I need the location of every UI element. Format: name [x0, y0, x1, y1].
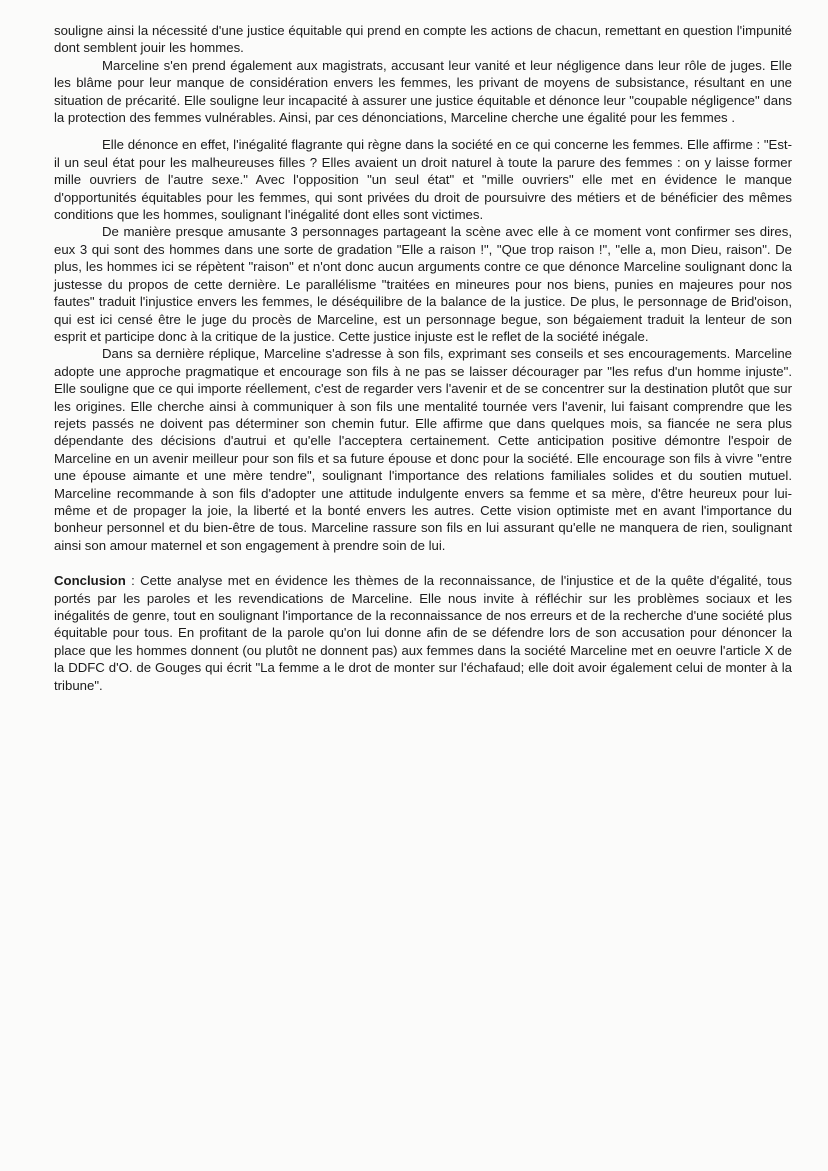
paragraph-derniere-replique: Dans sa dernière réplique, Marceline s'adresse à son fils, exprimant ses conseils et ses encouragements. Marceline adopte une approche pragmatique et encourage son fils à ne pas se laisser décourager par "les refus d'un homme injuste". Elle souligne que ce qui importe réellement, c'est de regarder vers l'avenir et de se concentrer sur la destination plutôt que sur les origines. Elle cherche ainsi à communiquer à son fils une mentalité tournée vers l'avenir, lui faisant comprendre que les rejets passés ne doivent pas déterminer son chemin futur. Elle affirme que dans quelques mois, sa fiancée ne sera plus dépendante des décisions d'autrui et qu'elle l'acceptera certainement. Cette anticipation positive démontre l'espoir de Marceline en un avenir meilleur pour son fils et sa future épouse et donc pour la société. Elle encourage son fils à vivre "entre une épouse aimante et une mère tendre", soulignant l'importance des relations familiales solides et du soutien mutuel. Marceline recommande à son fils d'adopter une attitude indulgente envers sa femme et sa mère, d'être heureux pour lui-même et de propager la joie, la liberté et la bonté envers les autres. Cette vision optimiste met en avant l'importance du bonheur personnel et du bien-être de tous. Marceline rassure son fils en lui assurant qu'elle ne manquera de rien, soulignant ainsi son amour maternel et son engagement à prendre soin de lui. — [54, 346, 792, 553]
conclusion-label: Conclusion — [54, 573, 126, 589]
paragraph-continuation: souligne ainsi la nécessité d'une justice équitable qui prend en compte les actions de chacun, remettant en question l'impunité dont semblent jouir les hommes. — [54, 23, 792, 56]
conclusion-text: : Cette analyse met en évidence les thèmes de la reconnaissance, de l'injustice et de la quête d'égalité, tous portés par les paroles et les revendications de Marceline. Elle nous invite à réfléchir sur les problèmes sociaux et les inégalités de genre, tout en soulignant l'importance de la reconnaissance de nos erreurs et de la recherche d'une société plus équitable pour tous. En profitant de la parole qu'on lui donne afin de se défendre lors de son accusation pour dénoncer la place que les hommes donnent (ou plutôt ne donnent pas) aux femmes dans la société Marceline met en oeuvre l'article X de la DDFC d'O. de Gouges qui écrit "La femme a le drot de monter sur l'échafaud; elle doit avoir également celui de monter à la tribune". — [54, 573, 792, 693]
paragraph-inegalite: Elle dénonce en effet, l'inégalité flagrante qui règne dans la société en ce qui concerne les femmes. Elle affirme : "Est-il un seul état pour les malheureuses filles ? Elles avaient un droit naturel à toute la parure des femmes : on y laisse former mille ouvriers de l'autre sexe." Avec l'opposition "un seul état" et "mille ouvriers" elle met en évidence le manque d'opportunités équitables pour les femmes, qui sont privées du droit de poursuivre des métiers et de bénéficier des mêmes conditions que les hommes, soulignant l'inégalité dont elles sont victimes. — [54, 137, 792, 223]
paragraph-magistrats: Marceline s'en prend également aux magistrats, accusant leur vanité et leur négligence dans leur rôle de juges. Elle les blâme pour leur manque de considération envers les femmes, les privant de moyens de subsistance, résultant en une situation de précarité. Elle souligne leur incapacité à assurer une justice équitable et dénonce leur "coupable négligence" dans la protection des femmes vulnérables. Ainsi, par ces dénonciations, Marceline cherche une égalité pour les femmes . — [54, 57, 792, 126]
paragraph-personnages: De manière presque amusante 3 personnages partageant la scène avec elle à ce moment vont confirmer ses dires, eux 3 qui sont des hommes dans une sorte de gradation "Elle a raison !", "Que trop raison !", "elle a, mon Dieu, raison". De plus, les hommes ici se répètent "raison" et n'ont donc aucun arguments contre ce que dénonce Marceline soulignant donc la justesse du propos de cette dernière. Le parallélisme "traitées en mineures pour nos biens, punies en majeures pour nos fautes" traduit l'injustice envers les femmes, le déséquilibre de la balance de la justice. De plus, le personnage de Brid'oison, qui est ici censé être le juge du procès de Marceline, est un personnage begue, son bégaiement traduit la lenteur de son esprit et participe donc à la critique de la justice. Cette justice injuste est le reflet de la société inégale. — [54, 224, 792, 344]
conclusion-paragraph — [54, 572, 792, 694]
